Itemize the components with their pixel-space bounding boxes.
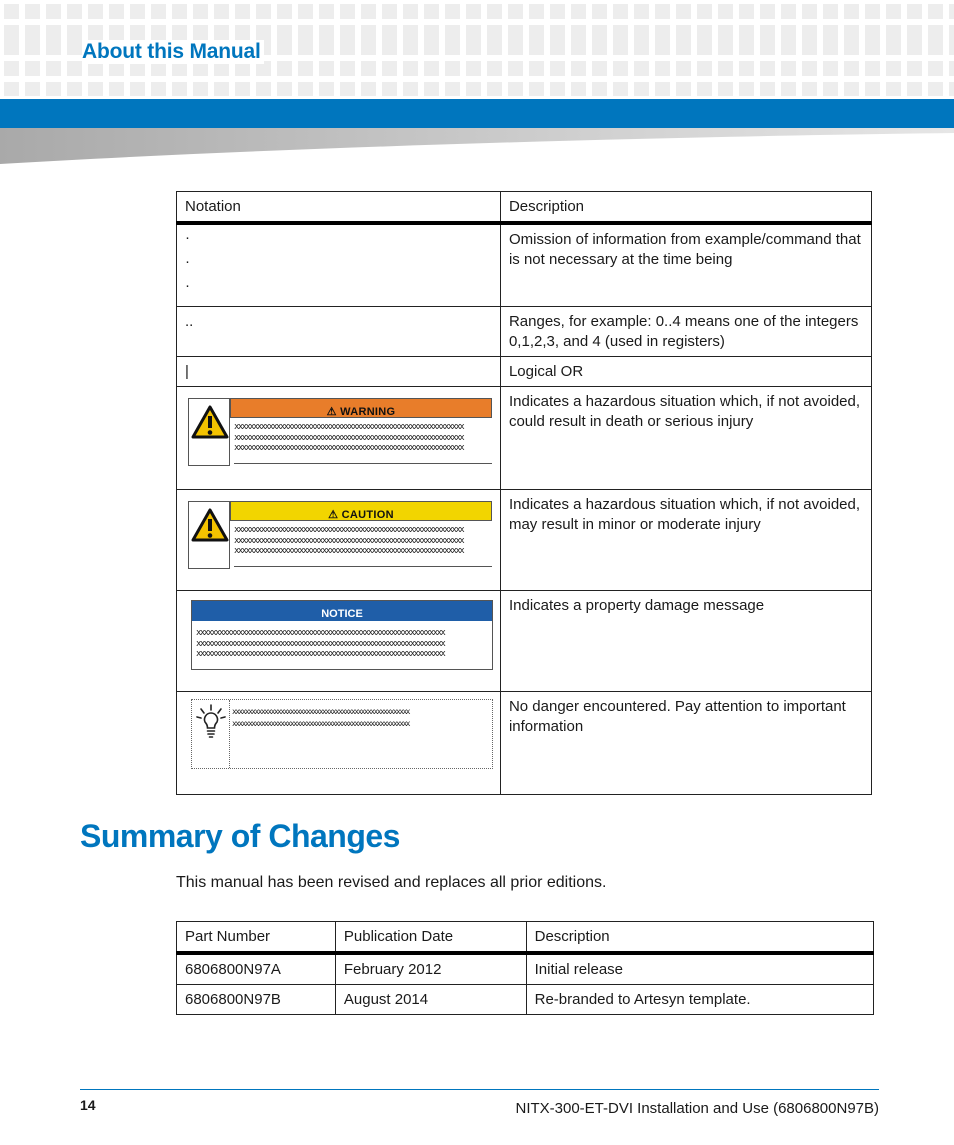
tip-placeholder-text: xxxxxxxxxxxxxxxxxxxxxxxxxxxxxxxxxxxxxxxxxxxxxxxxxxxxxxx xxxxxxxxxxxxxxxxxxxxxxxxxxxxxxxxxxxxxxxxxxxxxxxxxxxxxxx — [232, 707, 409, 728]
page-number: 14 — [80, 1097, 96, 1113]
notation-dot: · — [185, 229, 190, 246]
column-header: Description — [526, 922, 873, 954]
table-header-row — [177, 192, 872, 224]
notation-cell — [177, 591, 501, 692]
description-cell: Omission of information from example/command that is not necessary at the time being — [500, 223, 871, 307]
table-row — [177, 985, 874, 1015]
warning-sign — [188, 398, 492, 466]
column-header: Publication Date — [335, 922, 526, 954]
description-cell: Indicates a property damage message — [500, 591, 871, 692]
notation-cell: .. — [177, 307, 501, 357]
table-header-row — [177, 922, 874, 954]
table-row — [177, 490, 872, 591]
column-header: Description — [500, 192, 871, 224]
tip-sign — [191, 699, 493, 769]
description-cell: No danger encountered. Pay attention to important information — [500, 692, 871, 795]
notation-cell — [177, 490, 501, 591]
notice-sign — [191, 600, 493, 670]
warning-triangle-icon — [188, 398, 230, 466]
column-header: Part Number — [177, 922, 336, 954]
header-blue-bar — [0, 99, 954, 128]
caution-sign — [188, 501, 492, 569]
notation-dot: · — [185, 253, 190, 270]
notice-banner — [192, 601, 492, 621]
header-grey-swoosh — [0, 128, 954, 164]
description-cell: Initial release — [526, 953, 873, 985]
section-title: About this Manual — [82, 40, 264, 64]
changes-table — [176, 921, 874, 1015]
notation-cell — [177, 387, 501, 490]
caution-label: CAUTION — [341, 509, 394, 521]
part-number-cell: 6806800N97A — [177, 953, 336, 985]
table-row — [177, 953, 874, 985]
description-cell: Indicates a hazardous situation which, if not avoided, may result in minor or moderate injury — [500, 490, 871, 591]
footer-doc-title: NITX-300-ET-DVI Installation and Use (6806800N97B) — [515, 1100, 879, 1117]
footer-rule — [80, 1089, 879, 1090]
description-cell: Re-branded to Artesyn template. — [526, 985, 873, 1015]
notation-cell — [177, 692, 501, 795]
notice-placeholder-text: xxxxxxxxxxxxxxxxxxxxxxxxxxxxxxxxxxxxxxxxxxxxxxxxxxxxxxxxxxxxxxxxx xxxxxxxxxxxxxxxxxxxxxxxxxxxxxxxxxxxxxxxxxxxxxxxxxxxxxxxxxxxxxxxxx xxxxxxxxxxxxxxxxxxxxxxxxxxxxxxxxxxxxxxxxxxxxxxxxxxxxxxxxxxxxxxxxx — [196, 628, 445, 659]
warning-label: WARNING — [340, 406, 396, 418]
notation-table — [176, 191, 872, 795]
notice-label: NOTICE — [321, 608, 363, 620]
summary-heading: Summary of Changes — [80, 818, 400, 854]
summary-intro: This manual has been revised and replaces all prior editions. — [176, 874, 607, 891]
notation-cell: | — [177, 357, 501, 387]
column-header: Notation — [177, 192, 501, 224]
caution-placeholder-text: xxxxxxxxxxxxxxxxxxxxxxxxxxxxxxxxxxxxxxxxxxxxxxxxxxxxxxxxxxxx xxxxxxxxxxxxxxxxxxxxxxxxxxxxxxxxxxxxxxxxxxxxxxxxxxxxxxxxxxxx xxxxxxxxxxxxxxxxxxxxxxxxxxxxxxxxxxxxxxxxxxxxxxxxxxxxxxxxxxxx — [234, 525, 492, 567]
caution-triangle-icon — [188, 501, 230, 569]
description-cell: Ranges, for example: 0..4 means one of the integers 0,1,2,3, and 4 (used in registers) — [500, 307, 871, 357]
part-number-cell: 6806800N97B — [177, 985, 336, 1015]
table-row — [177, 357, 872, 387]
description-cell: Logical OR — [500, 357, 871, 387]
table-row — [177, 387, 872, 490]
notation-cell — [177, 223, 501, 307]
table-row — [177, 307, 872, 357]
table-row — [177, 692, 872, 795]
publication-date-cell: February 2012 — [335, 953, 526, 985]
caution-banner: ⚠ CAUTION — [230, 501, 492, 521]
table-row — [177, 591, 872, 692]
publication-date-cell: August 2014 — [335, 985, 526, 1015]
warning-placeholder-text: xxxxxxxxxxxxxxxxxxxxxxxxxxxxxxxxxxxxxxxxxxxxxxxxxxxxxxxxxxxx xxxxxxxxxxxxxxxxxxxxxxxxxxxxxxxxxxxxxxxxxxxxxxxxxxxxxxxxxxxx xxxxxxxxxxxxxxxxxxxxxxxxxxxxxxxxxxxxxxxxxxxxxxxxxxxxxxxxxxxx — [234, 422, 492, 464]
warning-banner: ⚠ WARNING — [230, 398, 492, 418]
description-cell: Indicates a hazardous situation which, if not avoided, could result in death or serious injury — [500, 387, 871, 490]
notation-dot: · — [185, 277, 190, 294]
table-row — [177, 223, 872, 307]
lightbulb-icon — [192, 700, 230, 768]
